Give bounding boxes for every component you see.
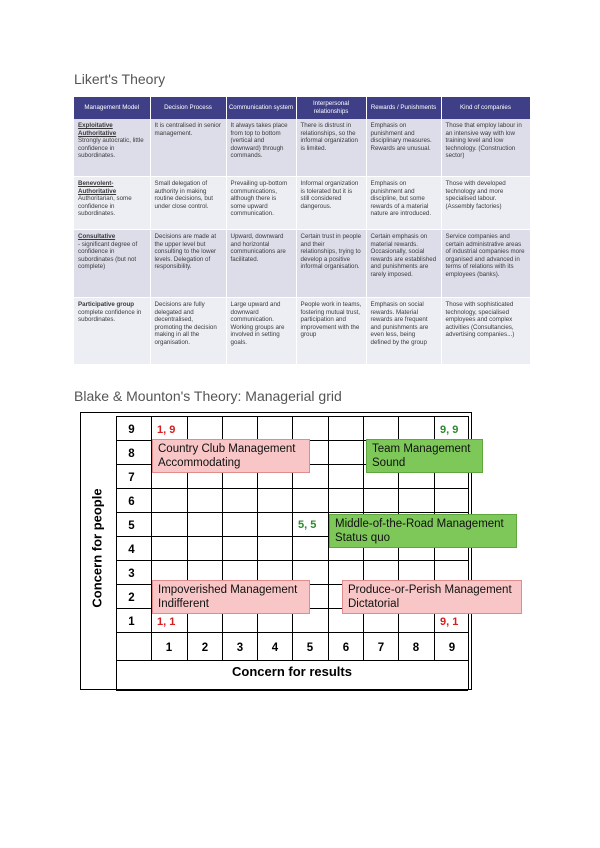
style-title: Team Management: [372, 443, 471, 455]
y-tick: 3: [128, 568, 135, 580]
table-cell: Service companies and certain administrative areas of industrial companies more organised and advanced in terms of relations with its employees (banks).: [441, 230, 530, 298]
column-header: Kind of companies: [441, 97, 530, 119]
likert-heading: Likert's Theory: [74, 71, 166, 87]
table-row: [74, 119, 530, 177]
corner-label-9-1: 9, 1: [440, 616, 459, 628]
grid-heading: Blake & Mounton's Theory: Managerial grid: [74, 388, 342, 404]
corner-label-5-5: 5, 5: [298, 519, 317, 531]
table-cell: Emphasis on social rewards. Material rewards are frequent and punishments are even less, being defined by the group: [366, 298, 441, 365]
x-tick: 8: [412, 642, 420, 654]
column-header: Rewards / Punishments: [366, 97, 441, 119]
table-cell: Informal organization is tolerated but it is still considered dangerous.: [296, 177, 366, 230]
table-cell: Those with developed technology and more specialised labour. (Assembly factories): [441, 177, 530, 230]
table-cell: People work in teams, fostering mutual trust, participation and improvement with the group: [296, 298, 366, 365]
y-tick: 8: [128, 448, 135, 460]
table-row: [74, 230, 530, 298]
grid-line: [116, 660, 468, 661]
x-tick: 6: [342, 642, 350, 654]
table-cell: Decisions are made at the upper level but consulting to the lower levels. Delegation of responsibility.: [150, 230, 226, 298]
model-cell: [74, 177, 150, 230]
table-cell: Those with sophisticated technology, specialised employees and complex activities (Consultancies, advertising companies...): [441, 298, 530, 365]
table-cell: There is distrust in relationships, so the informal organization is limited.: [296, 119, 366, 177]
table-cell: Decisions are fully delegated and decentralised, promoting the decision making in all the organisation.: [150, 298, 226, 365]
country-club-box: [152, 439, 310, 473]
x-tick: 7: [377, 642, 385, 654]
model-description: Authoritarian, some confidence in subordinates.: [78, 195, 132, 218]
table-cell: Those that employ labour in an intensive way with low training level and low technology. (Construction sector): [441, 119, 530, 177]
table-cell: Large upward and downward communication. Working groups are involved in setting goals.: [226, 298, 296, 365]
style-subtitle: Dictatorial: [348, 598, 400, 610]
style-subtitle: Indifferent: [158, 598, 209, 610]
x-tick: 3: [236, 642, 244, 654]
model-description: Strongly autocratic, little confidence in subordinates.: [78, 137, 144, 160]
style-subtitle: Status quo: [335, 532, 390, 544]
y-tick: 6: [128, 496, 135, 508]
model-name: Participative group: [78, 301, 135, 308]
style-title: Produce-or-Perish Management: [348, 584, 512, 596]
style-subtitle: Accommodating: [158, 457, 241, 469]
model-cell: [74, 230, 150, 298]
grid-line: [116, 690, 468, 691]
x-tick: 9: [448, 642, 456, 654]
column-header: Management Model: [74, 97, 150, 119]
x-tick: 1: [165, 642, 173, 654]
style-title: Impoverished Management: [158, 584, 298, 596]
table-cell: Small delegation of authority in making routine decisions, but under close control.: [150, 177, 226, 230]
column-header: Decision Process: [150, 97, 226, 119]
y-tick: 7: [128, 472, 135, 484]
table-cell: It always takes place from top to bottom (vertical and downward) through commands.: [226, 119, 296, 177]
column-header: Communication system: [226, 97, 296, 119]
middle-of-the-road-box: [329, 514, 517, 548]
y-tick: 5: [128, 520, 135, 532]
table-row: [74, 177, 530, 230]
y-tick: 2: [128, 592, 135, 604]
model-name: Consultative: [78, 233, 116, 240]
model-description: complete confidence in subordinates.: [78, 308, 142, 324]
column-header: Interpersonal relationships: [296, 97, 366, 119]
y-tick: 1: [128, 616, 135, 628]
y-tick: 4: [128, 544, 135, 556]
model-description: - significant degree of confidence in subordinates (but not complete): [78, 240, 138, 271]
model-name: Exploitative Authoritative: [78, 122, 117, 137]
table-cell: Prevailing up-bottom communications, although there is some upward communication.: [226, 177, 296, 230]
style-subtitle: Sound: [372, 457, 406, 469]
model-cell: [74, 298, 150, 365]
model-cell: [74, 119, 150, 177]
produce-or-perish-box: [342, 580, 522, 614]
y-axis-label-text: Concern for people: [89, 488, 105, 608]
corner-label-9-9: 9, 9: [440, 424, 459, 436]
table-cell: Emphasis on punishment and discipline, but some rewards of a material nature are introduced.: [366, 177, 441, 230]
table-row: [74, 298, 530, 365]
team-management-box: [366, 439, 483, 473]
table-cell: Upward, downward and horizontal communications are facilitated.: [226, 230, 296, 298]
corner-label-1-9: 1, 9: [157, 424, 176, 436]
y-tick: 9: [128, 424, 135, 436]
likert-table: [74, 97, 531, 365]
impoverished-box: [152, 580, 310, 614]
model-name: Benevolent-Authoritative: [78, 180, 117, 195]
x-axis-label: Concern for results: [232, 664, 352, 679]
x-tick: 5: [306, 642, 314, 654]
style-title: Country Club Management: [158, 443, 296, 455]
table-cell: Certain emphasis on material rewards. Occasionally, social rewards are established and punishments are rarely imposed.: [366, 230, 441, 298]
likert-header-row: [74, 97, 530, 119]
x-tick: 2: [201, 642, 209, 654]
table-cell: It is centralised in senior management.: [150, 119, 226, 177]
table-cell: Emphasis on punishment and disciplinary measures. Rewards are unusual.: [366, 119, 441, 177]
table-cell: Certain trust in people and their relationships, trying to develop a positive informal organisation.: [296, 230, 366, 298]
style-title: Middle-of-the-Road Management: [335, 518, 504, 530]
x-tick: 4: [271, 642, 279, 654]
corner-label-1-1: 1, 1: [157, 616, 176, 628]
